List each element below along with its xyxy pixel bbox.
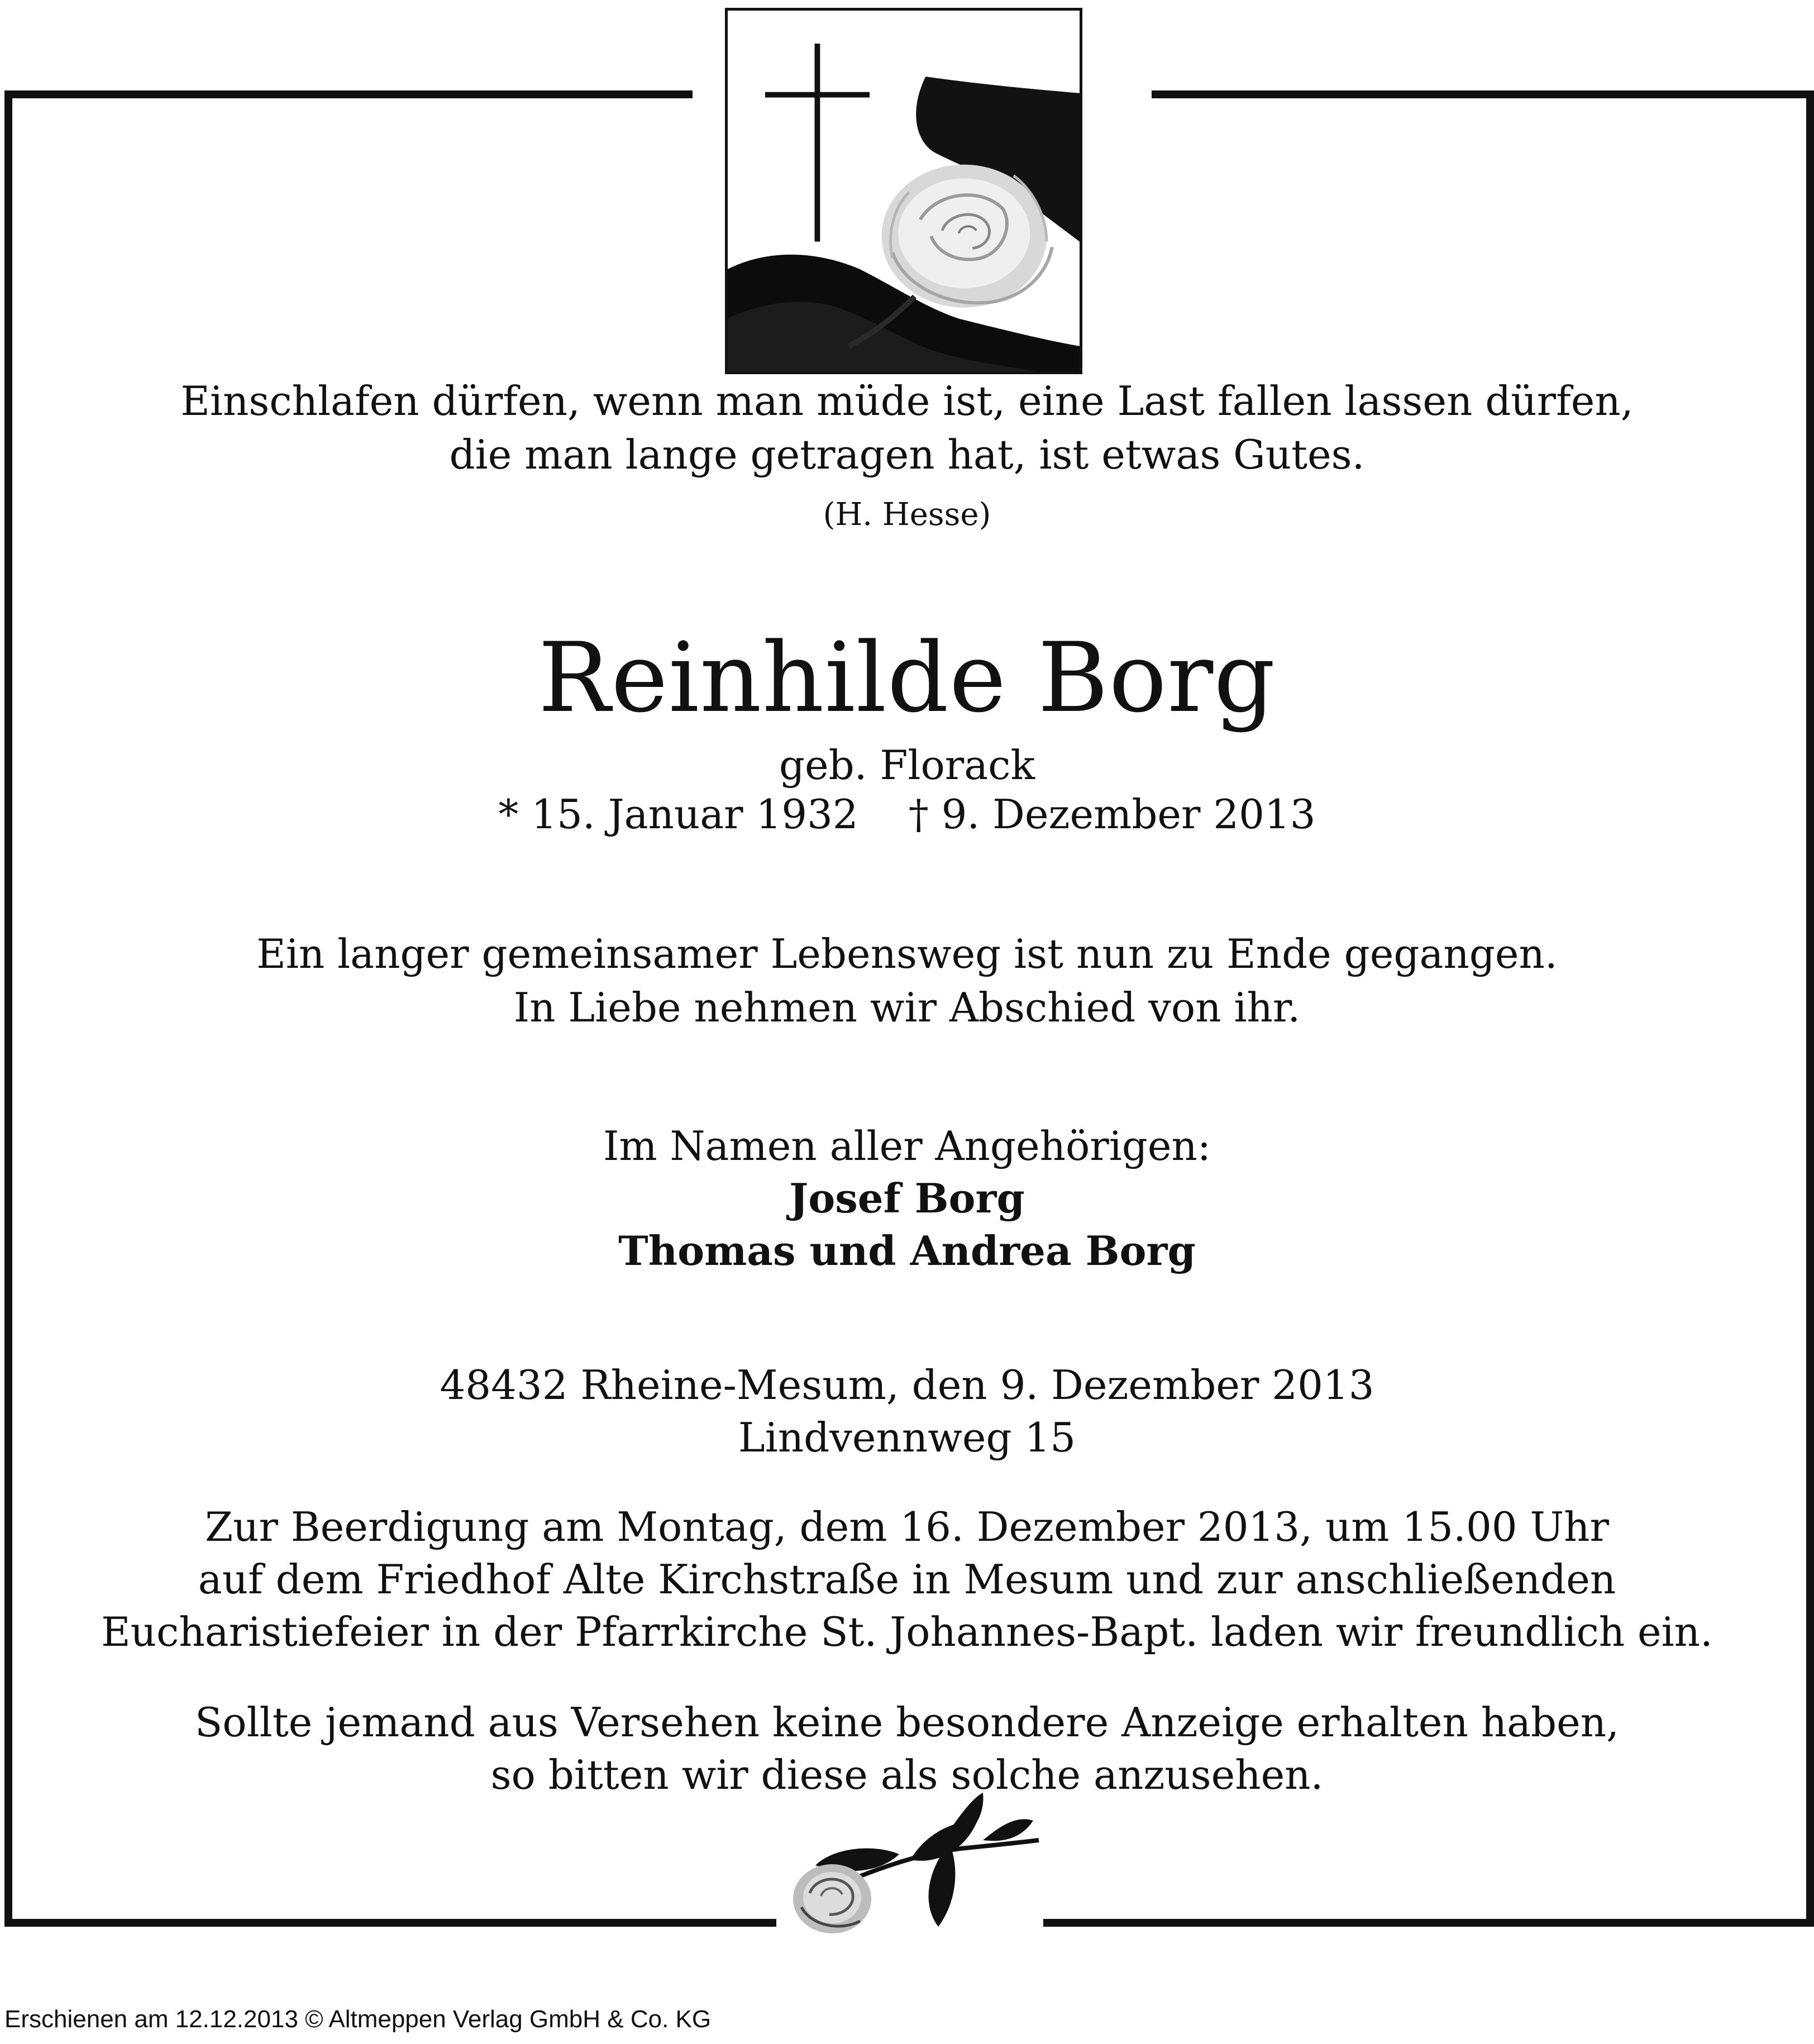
address-line-2: Lindvennweg 15 [738,1414,1076,1461]
quote-author: (H. Hesse) [823,496,991,533]
farewell-line-1: Ein langer gemeinsamer Lebensweg ist nun zu Ende gegangen. [256,930,1558,977]
frame-top-right-line [1152,90,1814,98]
funeral-line-3: Eucharistiefeier in der Pfarrkirche St. Johannes-Bapt. laden wir freundlich ein. [101,1608,1713,1655]
family-intro: Im Namen aller Angehörigen: [603,1123,1211,1169]
life-dates [89,787,1725,841]
family-name-2: Thomas und Andrea Borg [618,1227,1196,1274]
cross-with-rose-icon [725,8,1082,374]
notice-line-2: so bitten wir diese als solche anzusehen. [490,1751,1324,1798]
funeral-line-1: Zur Beerdigung am Montag, dem 16. Dezember 2013, um 15.00 Uhr [205,1503,1609,1550]
rose-icon [771,1787,1050,1943]
notice-line-1: Sollte jemand aus Versehen keine besondere Anzeige erhalten haben, [194,1699,1620,1746]
frame-bottom-right-line [1043,1919,1814,1927]
family-name-1: Josef Borg [789,1174,1025,1222]
funeral-line-2: auf dem Friedhof Alte Kirchstraße in Mesum und zur anschließenden [198,1556,1616,1603]
death-date: † 9. Dezember 2013 [908,791,1316,838]
deceased-name: Reinhilde Borg [538,622,1276,734]
frame-right-line [1806,90,1814,1927]
frame-left-line [4,90,12,1927]
farewell-line-2: In Liebe nehmen wir Abschied von ihr. [513,984,1301,1031]
frame-top-left-line [4,90,693,98]
quote-line-1: Einschlafen dürfen, wenn man müde ist, eine Last fallen lassen dürfen, [180,378,1634,424]
birth-date: * 15. Januar 1932 [498,791,858,838]
address-line-1: 48432 Rheine-Mesum, den 9. Dezember 2013 [440,1362,1374,1408]
frame-bottom-left-line [4,1919,776,1927]
birth-name: geb. Florack [779,742,1035,789]
publication-footer: Erschienen am 12.12.2013 © Altmeppen Verlag GmbH & Co. KG [4,2005,712,2033]
quote-line-2: die man lange getragen hat, ist etwas Gutes. [449,431,1365,478]
